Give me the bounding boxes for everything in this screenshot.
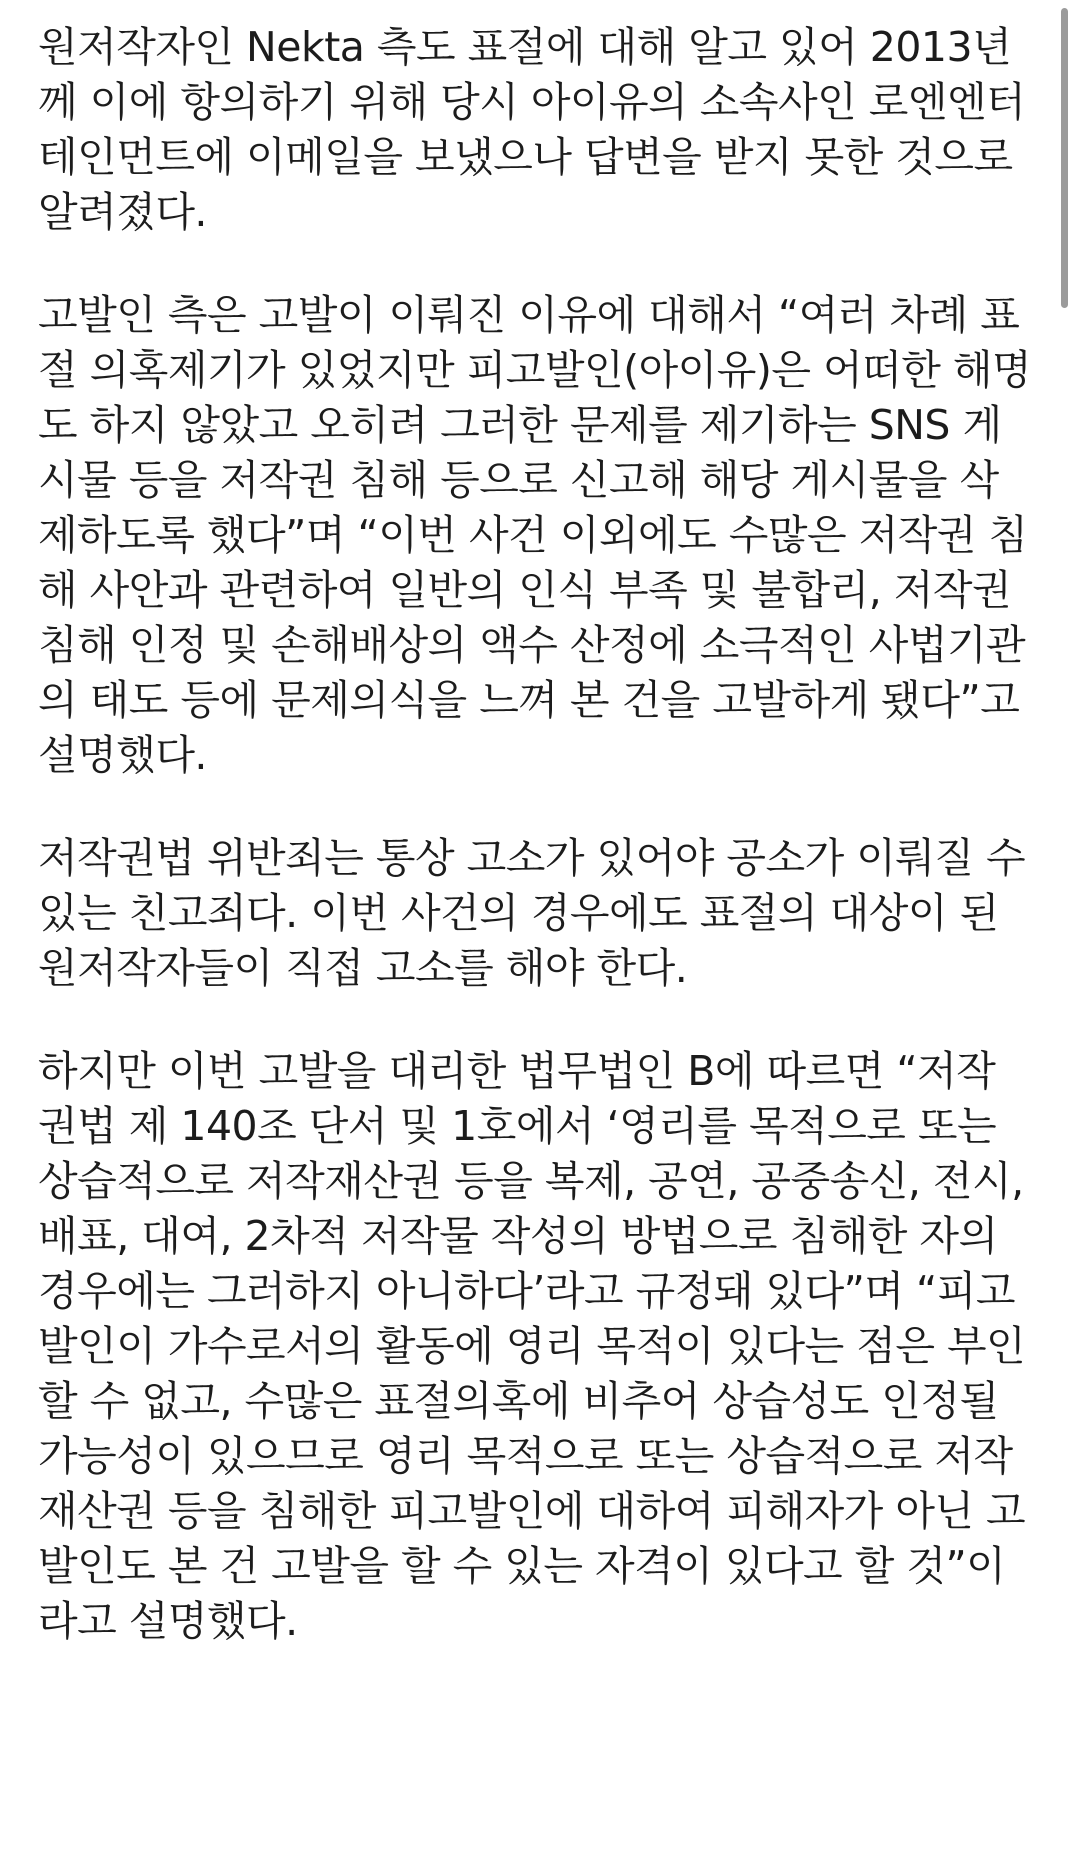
paragraph bbox=[38, 288, 1048, 783]
paragraph bbox=[38, 831, 1048, 996]
text-line: 테인먼트에 이메일을 보냈으나 답변을 받지 못한 것으로 bbox=[38, 133, 1013, 181]
text-line: 원저작자들이 직접 고소를 해야 한다. bbox=[38, 944, 688, 992]
text-line: 의 태도 등에 문제의식을 느껴 본 건을 고발하게 됐다”고 bbox=[38, 676, 1020, 724]
text-line: 할 수 없고, 수많은 표절의혹에 비추어 상습성도 인정될 bbox=[38, 1377, 999, 1425]
text-line: 발인도 본 건 고발을 할 수 있는 자격이 있다고 할 것”이 bbox=[38, 1542, 1006, 1590]
scrollbar-thumb[interactable] bbox=[1061, 8, 1068, 308]
paragraph bbox=[38, 20, 1048, 240]
text-line: 시물 등을 저작권 침해 등으로 신고해 해당 게시물을 삭 bbox=[38, 456, 999, 504]
text-line: 원저작자인 Nekta 측도 표절에 대해 알고 있어 2013년 bbox=[38, 23, 1012, 71]
text-line: 해 사안과 관련하여 일반의 인식 부족 및 불합리, 저작권 bbox=[38, 566, 1012, 614]
text-line: 저작권법 위반죄는 통상 고소가 있어야 공소가 이뤄질 수 bbox=[38, 834, 1026, 882]
text-line: 침해 인정 및 손해배상의 액수 산정에 소극적인 사법기관 bbox=[38, 621, 1026, 669]
text-line: 설명했다. bbox=[38, 731, 207, 779]
text-line: 제하도록 했다”며 “이번 사건 이외에도 수많은 저작권 침 bbox=[38, 511, 1028, 559]
text-line: 권법 제 140조 단서 및 1호에서 ‘영리를 목적으로 또는 bbox=[38, 1102, 997, 1150]
text-line: 라고 설명했다. bbox=[38, 1597, 298, 1645]
text-line: 께 이에 항의하기 위해 당시 아이유의 소속사인 로엔엔터 bbox=[38, 78, 1026, 126]
text-line: 상습적으로 저작재산권 등을 복제, 공연, 공중송신, 전시, bbox=[38, 1157, 1024, 1205]
paragraph bbox=[38, 1044, 1048, 1649]
text-line: 알려졌다. bbox=[38, 188, 207, 236]
text-line: 배표, 대여, 2차적 저작물 작성의 방법으로 침해한 자의 bbox=[38, 1212, 998, 1260]
text-line: 재산권 등을 침해한 피고발인에 대하여 피해자가 아닌 고 bbox=[38, 1487, 1026, 1535]
text-line: 하지만 이번 고발을 대리한 법무법인 B에 따르면 “저작 bbox=[38, 1047, 996, 1095]
text-line: 고발인 측은 고발이 이뤄진 이유에 대해서 “여러 차례 표 bbox=[38, 291, 1020, 339]
text-line: 가능성이 있으므로 영리 목적으로 또는 상습적으로 저작 bbox=[38, 1432, 1013, 1480]
article-body bbox=[38, 20, 1048, 1697]
text-line: 경우에는 그러하지 아니하다’라고 규정돼 있다”며 “피고 bbox=[38, 1267, 1016, 1315]
text-line: 있는 친고죄다. 이번 사건의 경우에도 표절의 대상이 된 bbox=[38, 889, 999, 937]
text-line: 발인이 가수로서의 활동에 영리 목적이 있다는 점은 부인 bbox=[38, 1322, 1026, 1370]
text-line: 절 의혹제기가 있었지만 피고발인(아이유)은 어떠한 해명 bbox=[38, 346, 1032, 394]
text-line: 도 하지 않았고 오히려 그러한 문제를 제기하는 SNS 게 bbox=[38, 401, 1002, 449]
